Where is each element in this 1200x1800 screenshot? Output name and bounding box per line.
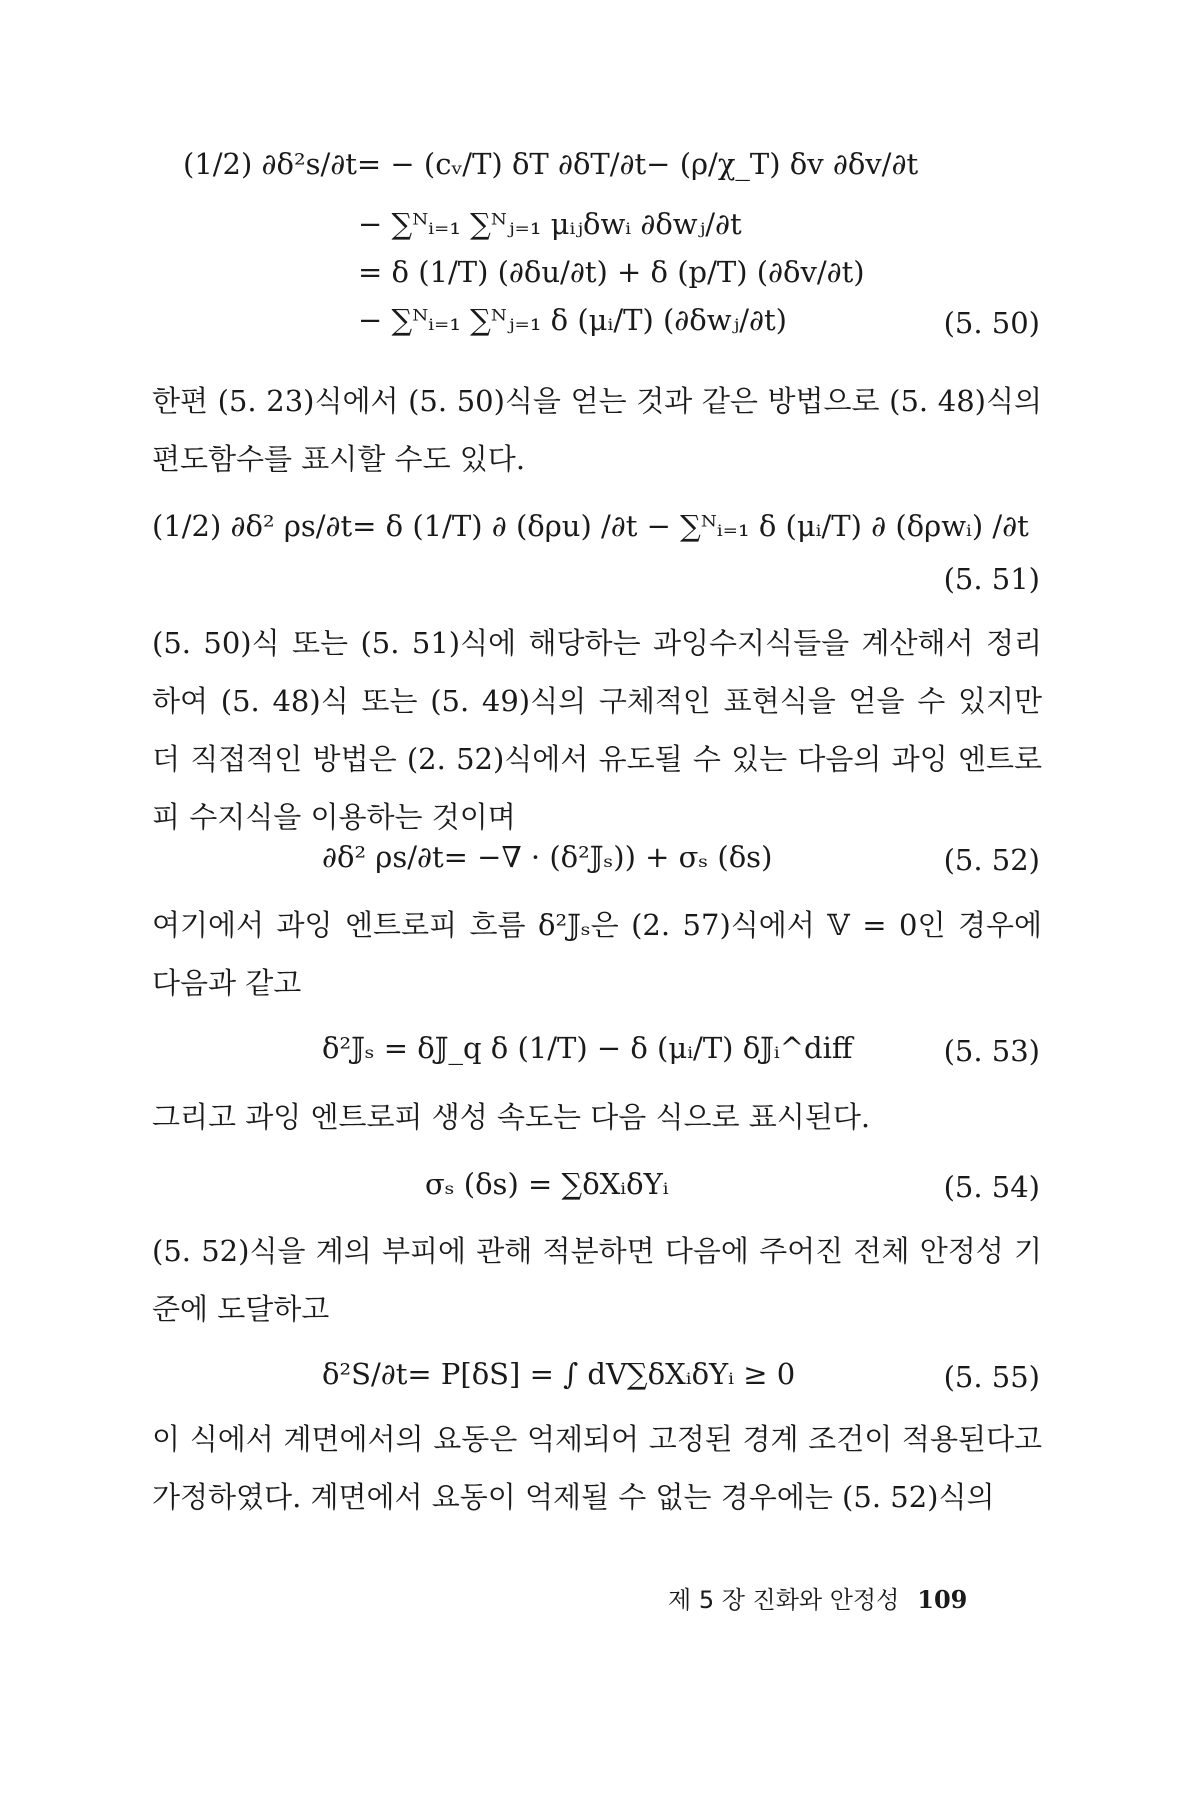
paragraph: (5. 52)식을 계의 부피에 관해 적분하면 다음에 주어진 전체 안정성 기준에 도달하고 [152,1234,1042,1326]
paragraph: (5. 50)식 또는 (5. 51)식에 해당하는 과잉수지식들을 계산해서 정리하여 (5. 48)식 또는 (5. 49)식의 구체적인 표현식을 얻을 수 있지만 더 직접적인 방법은 (2. 52)식에서 유도될 수 있는 다음의 과잉 엔트로피 수지식을 이용하는 것이며 [152,626,1042,834]
chapter-title: 제 5 장 진화와 안정성 [668,1586,900,1614]
equation-line: δ²S/∂t= P[δS] = ∫ dV∑δXᵢδYᵢ ≥ 0 [322,1357,796,1391]
paragraph: 한편 (5. 23)식에서 (5. 50)식을 얻는 것과 같은 방법으로 (5. 48)식의 편도함수를 표시할 수도 있다. [152,384,1042,476]
equation-number: (5. 54) [943,1170,1040,1204]
paragraph: 그리고 과잉 엔트로피 생성 속도는 다음 식으로 표시된다. [152,1100,871,1134]
paragraph: 이 식에서 계면에서의 요동은 억제되어 고정된 경계 조건이 적용된다고 가정하였다. 계면에서 요동이 억제될 수 없는 경우에는 (5. 52)식의 [152,1422,1042,1514]
equation-line: (1/2) ∂δ² ρs/∂t= δ (1/T) ∂ (δρu) /∂t − ∑ᴺᵢ₌₁ δ (μᵢ/T) ∂ (δρwᵢ) /∂t [152,509,1029,543]
equation-number: (5. 52) [943,843,1040,877]
equation-number: (5. 53) [943,1034,1040,1068]
equation-line: δ²𝕁ₛ = δ𝕁_q δ (1/T) − δ (μᵢ/T) δ𝕁ᵢ^diff [322,1031,853,1065]
equation-line: − ∑ᴺᵢ₌₁ ∑ᴺⱼ₌₁ δ (μᵢ/T) (∂δwⱼ/∂t) [358,303,787,337]
page-number: 109 [917,1585,968,1614]
equation-number: (5. 50) [943,306,1040,340]
paragraph: 여기에서 과잉 엔트로피 흐름 δ²𝕁ₛ은 (2. 57)식에서 𝕍 = 0인 경우에 다음과 같고 [152,908,1042,1000]
equation-line: = δ (1/T) (∂δu/∂t) + δ (p/T) (∂δv/∂t) [358,255,865,289]
equation-line: (1/2) ∂δ²s/∂t= − (cᵥ/T) δT ∂δT/∂t− (ρ/χ_T) δv ∂δv/∂t [183,147,919,181]
page-footer [668,1580,967,1615]
equation-line: ∂δ² ρs/∂t= −∇ · (δ²𝕁ₛ)) + σₛ (δs) [322,840,773,874]
equation-line: σₛ (δs) = ∑δXᵢδYᵢ [425,1167,669,1201]
equation-line: − ∑ᴺᵢ₌₁ ∑ᴺⱼ₌₁ μᵢⱼδwᵢ ∂δwⱼ/∂t [358,207,742,241]
equation-number: (5. 55) [943,1360,1040,1394]
equation-number: (5. 51) [943,562,1040,596]
